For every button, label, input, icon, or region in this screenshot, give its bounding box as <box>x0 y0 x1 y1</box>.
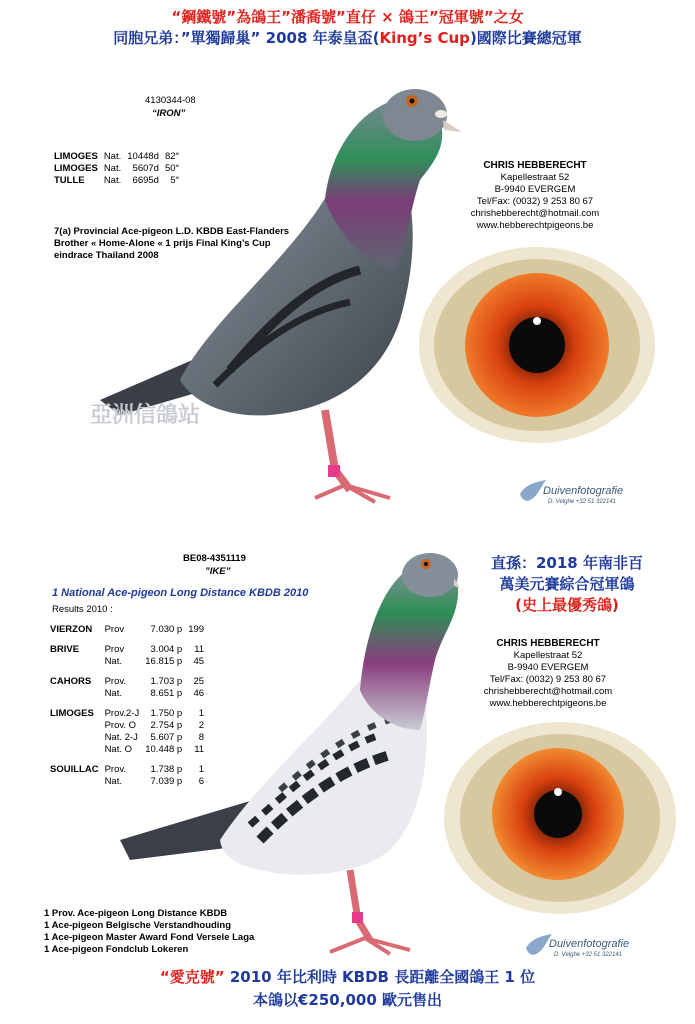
top-ring-number: 4130344-08 <box>145 95 196 106</box>
result-pts: 1.750 p <box>150 708 183 719</box>
result-cat: Prov <box>104 644 125 655</box>
result-n: 6 <box>198 776 205 787</box>
result-place: CAHORS <box>50 676 92 687</box>
result-place: LIMOGES <box>50 708 94 719</box>
result-place <box>50 688 105 700</box>
header-line-2-highlight: King’s Cup <box>379 29 470 47</box>
result-place: LIMOGES <box>54 163 98 174</box>
bottom-pigeon-image <box>120 540 460 970</box>
result-deg: 5° <box>170 175 180 186</box>
honour-item: 1 Ace-pigeon Fondclub Lokeren <box>44 944 189 955</box>
result-n: 1 <box>198 764 205 775</box>
result-place: BRIVE <box>50 644 80 655</box>
side-heading-line: 直孫：2018 年南非百 <box>491 554 643 572</box>
top-note: 7(a) Provincial Ace-pigeon L.D. KBDB East-Flanders <box>54 226 290 237</box>
bottom-pigeon-name: ”IKE” <box>205 566 231 577</box>
header-line-1: “鋼鐵號”為鴿王”潘喬號”直仔 × 鴿王”冠軍號”之女 <box>171 8 524 26</box>
result-cat: Nat. <box>104 656 122 667</box>
result-n: 11 <box>194 744 205 755</box>
result-cat: Prov.2-J <box>104 708 140 719</box>
footer-line-1 <box>0 966 695 987</box>
side-heading <box>487 553 647 616</box>
contact-city: B-9940 EVERGEM <box>507 662 589 673</box>
bottom-contact <box>468 638 628 710</box>
result-cat: Prov. <box>104 764 127 775</box>
result-cat: Nat. <box>104 776 122 787</box>
result-place: TULLE <box>54 175 85 186</box>
result-pts: 8.651 p <box>150 688 183 699</box>
result-place <box>50 656 105 668</box>
bottom-signature: Duivenfotografie <box>549 938 630 950</box>
contact-name: CHRIS HEBBERECHT <box>483 160 587 171</box>
result-place: SOUILLAC <box>50 764 99 775</box>
top-contact <box>455 160 615 232</box>
top-eye-image <box>415 245 655 445</box>
header-line-2-before: 同胞兄弟：”單獨歸巢” 2008 年泰皇盃( <box>113 29 380 47</box>
honour-item: 1 Ace-pigeon Belgische Verstandhouding <box>44 920 232 931</box>
result-deg: 50° <box>164 163 180 174</box>
result-pts: 1.738 p <box>150 764 183 775</box>
side-heading-line: 萬美元賽綜合冠軍鴿 <box>499 575 635 593</box>
footer-highlight: “愛克號” <box>159 968 225 986</box>
result-cat: Nat. 2-J <box>104 732 138 743</box>
contact-street: Kapellestraat 52 <box>500 172 570 183</box>
result-pts: 3.004 p <box>150 644 183 655</box>
bottom-signature-sub: D. Velghe +32 51 322141 <box>554 952 623 958</box>
result-cat: Prov <box>104 624 125 635</box>
result-cat: Nat. <box>103 163 122 174</box>
result-place: VIERZON <box>50 624 93 635</box>
contact-street: Kapellestraat 52 <box>513 650 583 661</box>
bottom-eye-image <box>440 718 680 918</box>
result-cat: Nat. O <box>104 744 133 755</box>
top-pigeon-name: “IRON” <box>152 108 186 119</box>
result-birds: 6695d <box>132 175 159 186</box>
result-pts: 2.754 p <box>150 720 183 731</box>
result-n: 45 <box>193 656 205 667</box>
result-birds: 10448d <box>127 151 159 162</box>
result-pts: 16.815 p <box>145 656 183 667</box>
result-n: 199 <box>188 624 205 635</box>
result-deg: 82° <box>164 151 180 162</box>
results-label: Results 2010 : <box>52 604 113 615</box>
result-place <box>50 732 105 744</box>
result-pts: 10.448 p <box>145 744 183 755</box>
result-cat: Prov. O <box>104 720 137 731</box>
contact-tel: Tel/Fax: (0032) 9 253 80 67 <box>489 674 607 685</box>
bottom-title: 1 National Ace-pigeon Long Distance KBDB 2010 <box>52 587 309 599</box>
contact-city: B-9940 EVERGEM <box>494 184 576 195</box>
footer-rest: 2010 年比利時 KBDB 長距離全國鴿王 1 位 <box>224 968 536 986</box>
header-line-2 <box>0 27 695 48</box>
top-note: eindrace Thailand 2008 <box>54 250 159 261</box>
result-place <box>50 776 105 788</box>
top-note: Brother « Home-Alone « 1 prijs Final King’s Cup <box>54 238 271 249</box>
contact-email: chrishebberecht@hotmail.com <box>470 208 600 219</box>
result-pts: 7.030 p <box>150 624 183 635</box>
contact-tel: Tel/Fax: (0032) 9 253 80 67 <box>476 196 594 207</box>
result-n: 1 <box>198 708 205 719</box>
top-signature: Duivenfotografie <box>543 485 624 497</box>
result-n: 46 <box>193 688 205 699</box>
contact-email: chrishebberecht@hotmail.com <box>483 686 613 697</box>
result-n: 2 <box>198 720 205 731</box>
result-pts: 5.607 p <box>150 732 183 743</box>
contact-name: CHRIS HEBBERECHT <box>496 638 600 649</box>
watermark: 亞洲信鴿站 <box>90 402 201 427</box>
result-cat: Nat. <box>104 688 122 699</box>
result-cat: Nat. <box>103 175 122 186</box>
result-n: 8 <box>198 732 205 743</box>
result-pts: 7.039 p <box>150 776 183 787</box>
honours-list <box>44 908 254 956</box>
header-line-2-after: )國際比賽總冠軍 <box>469 29 582 47</box>
contact-web: www.hebberechtpigeons.be <box>489 698 607 709</box>
top-signature-sub: D. Velghe +32 51 322141 <box>548 499 617 505</box>
result-birds: 5607d <box>132 163 159 174</box>
result-pts: 1.703 p <box>150 676 183 687</box>
honour-item: 1 Ace-pigeon Master Award Fond Versele Laga <box>44 932 255 943</box>
result-cat: Prov. <box>104 676 127 687</box>
contact-web: www.hebberechtpigeons.be <box>476 220 594 231</box>
result-n: 11 <box>194 644 205 655</box>
result-cat: Nat. <box>103 151 122 162</box>
side-heading-line: (史上最優秀鴿) <box>515 596 619 614</box>
result-place: LIMOGES <box>54 151 98 162</box>
footer-line-2: 本鴿以€250,000 歐元售出 <box>253 991 442 1009</box>
result-place <box>50 720 105 732</box>
result-n: 25 <box>193 676 205 687</box>
bottom-ring-number: BE08-4351119 <box>183 553 246 564</box>
honour-item: 1 Prov. Ace-pigeon Long Distance KBDB <box>44 908 228 919</box>
result-place <box>50 744 105 756</box>
